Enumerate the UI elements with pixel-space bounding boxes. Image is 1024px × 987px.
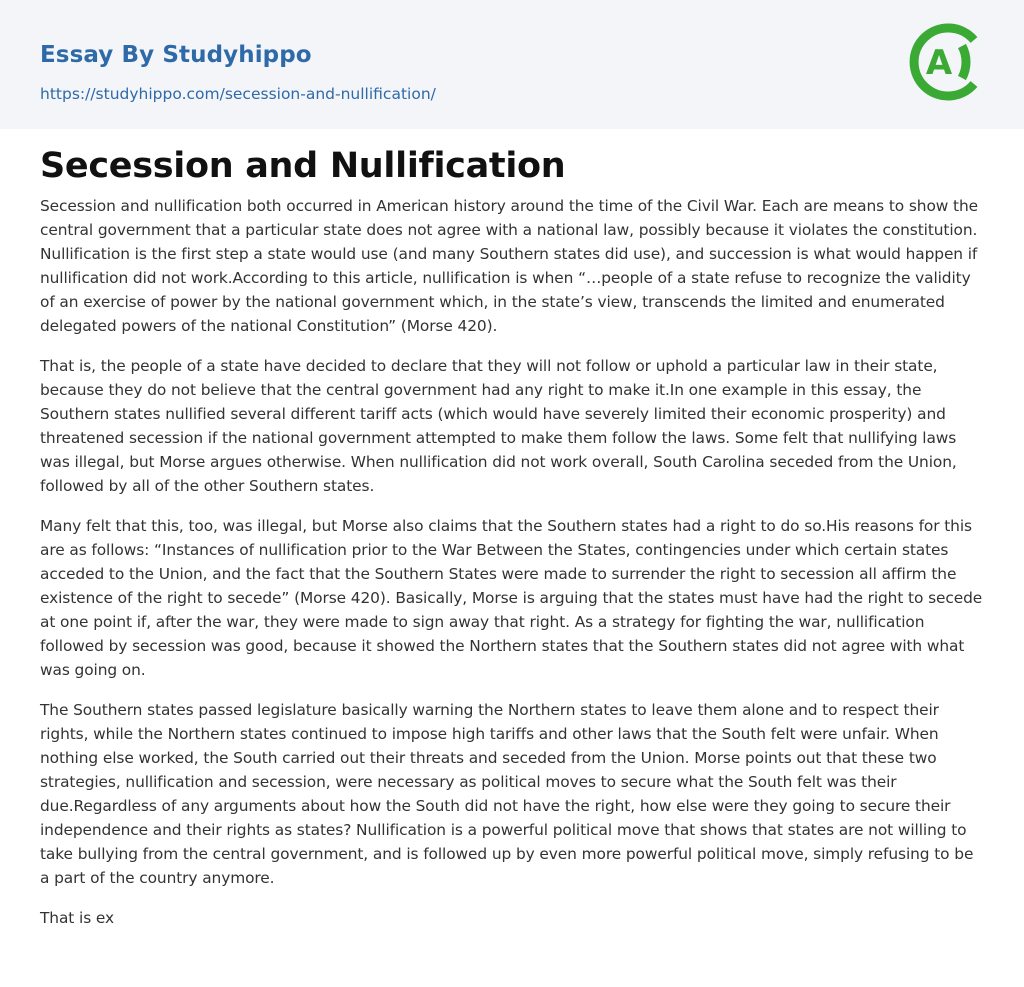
letter-a-circle-logo-icon[interactable]	[908, 18, 988, 106]
essay-paragraph: The Southern states passed legislature basically warning the Northern states to leave them alone and to respect their rights, while the Northern states continued to impose high tariffs and other laws that the South felt were unfair. When nothing else worked, the South carried out their threats and seceded from the Union. Morse points out that these two strategies, nullification and secession, were necessary as political moves to secure what the South felt was their due.Regardless of any arguments about how the South did not have the right, how else were they going to secure their independence and their rights as states? Nullification is a powerful political move that shows that states are not willing to take bullying from the central government, and is followed up by even more powerful political move, simply refusing to be a part of the country anymore.	[40, 701, 974, 887]
essay-paragraph: Many felt that this, too, was illegal, but Morse also claims that the Southern states had a right to do so.His reasons for this are as follows: “Instances of nullification prior to the War Between the States, contingencies under which certain states acceded to the Union, and the fact that the Southern States were made to surrender the right to secession all affirm the existence of the right to secede” (Morse 420). Basically, Morse is arguing that the states must have had the right to secede at one point if, after the war, they were made to sign away that right. As a strategy for fighting the war, nullification followed by secession was good, because it showed the Northern states that the Southern states did not agree with what was going on.	[40, 517, 983, 679]
site-header	[0, 0, 1024, 129]
essay-paragraph: That is, the people of a state have decided to declare that they will not follow or uphold a particular law in their state, because they do not believe that the central government had any right to make it.In one example in this essay, the Southern states nullified several different tariff acts (which would have severely limited their economic prosperity) and threatened secession if the national government attempted to make them follow the laws. Some felt that nullifying laws was illegal, but Morse argues otherwise. When nullification did not work overall, South Carolina seceded from the Union, followed by all of the other Southern states.	[40, 357, 957, 495]
site-brand[interactable]: Essay By Studyhippo	[40, 42, 312, 68]
essay-url-link[interactable]: https://studyhippo.com/secession-and-nullification/	[40, 85, 436, 103]
essay-paragraph: That is ex	[40, 909, 115, 927]
essay-body	[40, 194, 985, 946]
essay-paragraph: Secession and nullification both occurred in American history around the time of the Civil War. Each are means to show the central government that a particular state does not agree with a national law, possibly because it violates the constitution. Nullification is the first step a state would use (and many Southern states did use), and succession is what would happen if nullification did not work.According to this article, nullification is when “…people of a state refuse to recognize the validity of an exercise of power by the national government which, in the state’s view, transcends the limited and enumerated delegated powers of the national Constitution” (Morse 420).	[40, 197, 979, 335]
essay-title: Secession and Nullification	[40, 146, 566, 186]
logo-letter: A	[925, 43, 953, 83]
